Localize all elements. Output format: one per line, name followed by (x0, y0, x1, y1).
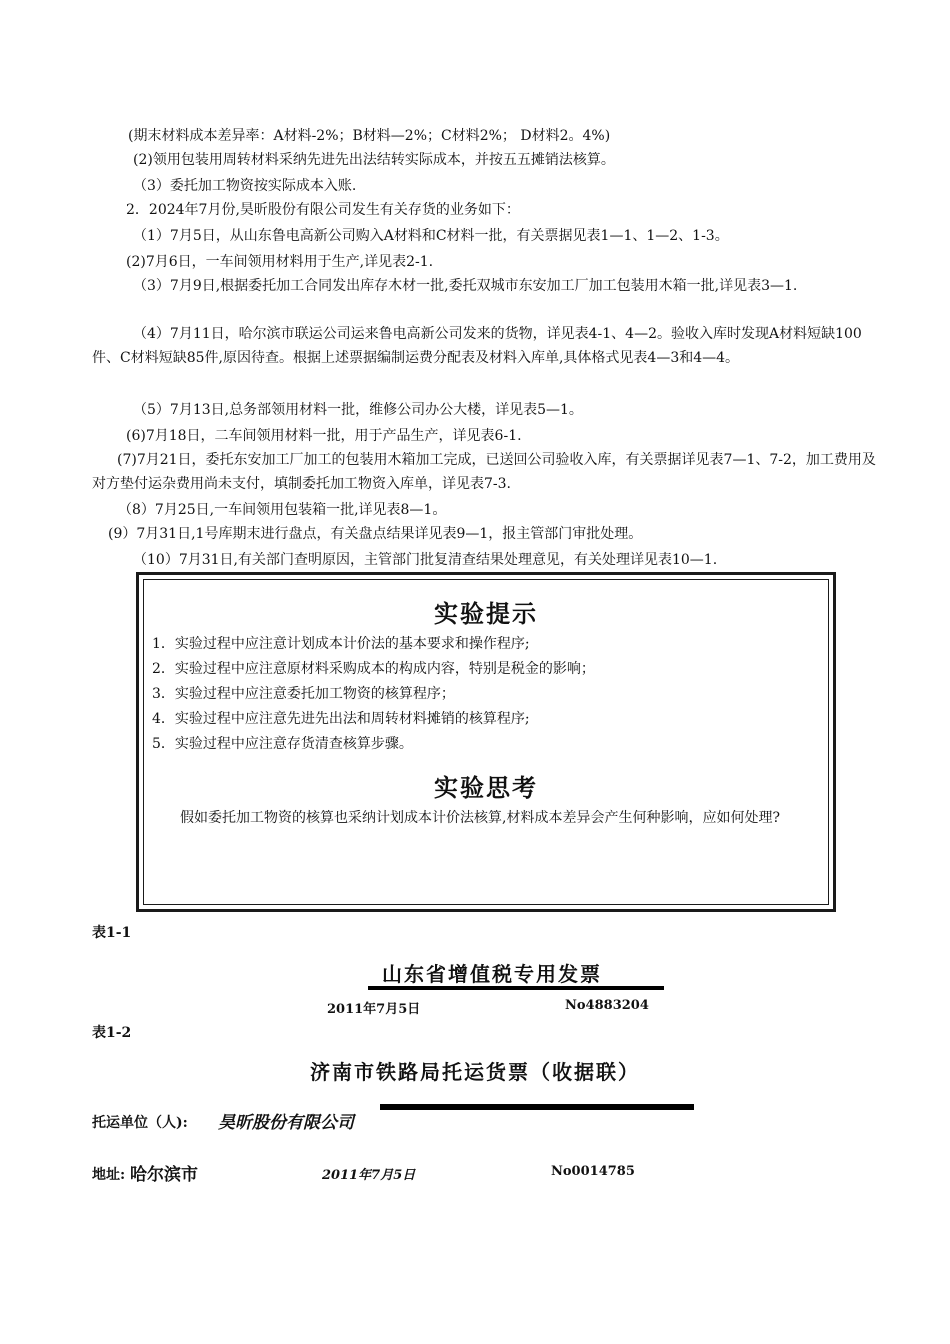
address-label: 地址: (92, 1167, 126, 1183)
address-value: 哈尔滨市 (130, 1165, 198, 1185)
freight-bill-date: 2011年7月5日 (322, 1168, 416, 1183)
paragraph-2: (2)领用包装用周转材料采纳先进先出法结转实际成本，并按五五摊销法核算。 (133, 152, 615, 168)
vat-invoice-title: 山东省增值税专用发票 (382, 962, 602, 986)
hint-item-2: 2．实验过程中应注意原材料采购成本的构成内容，特别是税金的影响； (152, 661, 595, 677)
paragraph-14: （10）7月31日,有关部门查明原因，主管部门批复清查结果处理意见，有关处理详见表10—1. (133, 552, 718, 568)
paragraph-8: （4）7月11日，哈尔滨市联运公司运来鲁电高新公司发来的货物，详见表4-1、4—2。验收入库时发现A材料短缺100件、C材料短缺85件,原因待查。根据上述票据编制运费分配表及材料入库单,具体格式见表4—3和4—4。 (92, 326, 862, 366)
vat-invoice-number: No4883204 (565, 998, 649, 1013)
paragraph-3: （3）委托加工物资按实际成本入账. (133, 178, 357, 194)
think-text: 假如委托加工物资的核算也采纳计划成本计价法核算,材料成本差异会产生何种影响，应如何处理? (180, 810, 780, 826)
hint-item-1: 1．实验过程中应注意计划成本计价法的基本要求和操作程序; (152, 636, 530, 652)
shipper-label: 托运单位（人): (92, 1115, 188, 1131)
vat-invoice-underline (368, 986, 664, 990)
paragraph-7: （3）7月9日,根据委托加工合同发出库存木材一批,委托双城市东安加工厂加工包装用木箱一批,详见表3—1. (133, 278, 798, 294)
freight-bill-number: No0014785 (551, 1164, 635, 1179)
freight-bill-title: 济南市铁路局托运货票（收据联） (310, 1060, 640, 1084)
experiment-box (136, 572, 836, 912)
hint-title: 实验提示 (434, 599, 538, 628)
paragraph-4: 2．2024年7月份,昊昕股份有限公司发生有关存货的业务如下： (126, 202, 520, 218)
table-1-2-label: 表1-2 (92, 1025, 132, 1041)
paragraph-5: （1）7月5日，从山东鲁电高新公司购入A材料和C材料一批，有关票据见表1—1、1—2、1-3。 (133, 228, 729, 244)
paragraph-1: (期末材料成本差异率：A材料-2%；B材料—2%；C材料2%； D材料2。4%) (128, 128, 611, 144)
vat-invoice-date: 2011年7月5日 (327, 1002, 421, 1017)
paragraph-9: （5）7月13日,总务部领用材料一批，维修公司办公大楼，详见表5—1。 (133, 402, 583, 418)
paragraph-10: (6)7月18日，二车间领用材料一批，用于产品生产，详见表6-1. (126, 428, 522, 444)
hint-item-4: 4．实验过程中应注意先进先出法和周转材料摊销的核算程序; (152, 711, 530, 727)
table-1-1-label: 表1-1 (92, 925, 132, 941)
freight-bill-underline (380, 1104, 694, 1110)
hint-item-5: 5．实验过程中应注意存货清查核算步骤。 (152, 736, 413, 752)
paragraph-11: (7)7月21日，委托东安加工厂加工的包装用木箱加工完成，已送回公司验收入库，有关票据详见表7—1、7-2，加工费用及对方垫付运杂费用尚未支付，填制委托加工物资入库单，详见表7-3. (92, 452, 876, 492)
think-title: 实验思考 (434, 773, 538, 802)
paragraph-13: (9）7月31日,1号库期末进行盘点，有关盘点结果详见表9—1，报主管部门审批处理。 (108, 526, 643, 542)
experiment-box-inner (143, 579, 829, 905)
shipper-value: 昊昕股份有限公司 (218, 1113, 354, 1133)
hint-item-3: 3．实验过程中应注意委托加工物资的核算程序； (152, 686, 455, 702)
paragraph-6: (2)7月6日，一车间领用材料用于生产,详见表2-1. (126, 254, 434, 270)
paragraph-12: （8）7月25日,一车间领用包装箱一批,详见表8—1。 (118, 502, 447, 518)
